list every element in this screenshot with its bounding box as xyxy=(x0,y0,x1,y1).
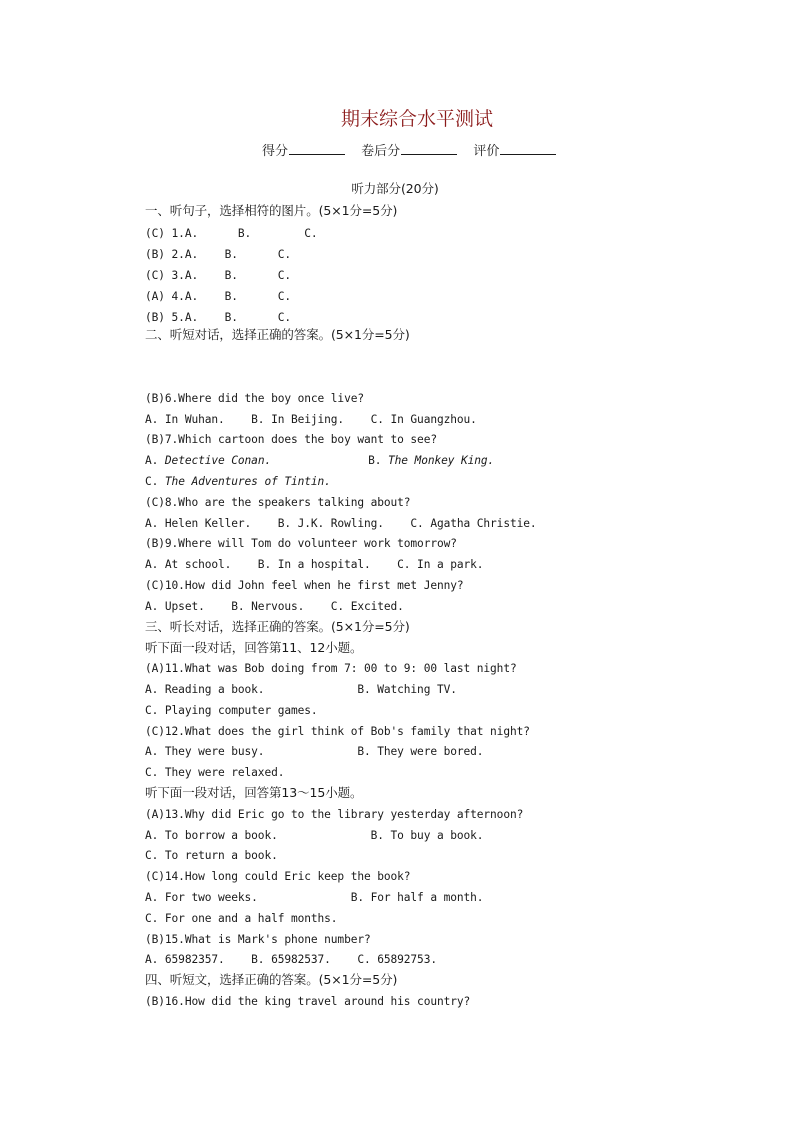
review-score-field xyxy=(361,140,457,159)
question-12: (C)12.What does the girl think of Bob's family that night? xyxy=(145,725,530,738)
eval-label: 评价 xyxy=(473,144,500,159)
question-7-options-ab xyxy=(145,453,494,469)
question-8: (C)8.Who are the speakers talking about? xyxy=(145,496,411,509)
q7-c-prefix: C. xyxy=(145,475,165,488)
question-11-option-c: C. Playing computer games. xyxy=(145,704,318,717)
question-14-options-ab: A. For two weeks. B. For half a month. xyxy=(145,891,484,904)
question-15-options: A. 65982357. B. 65982537. C. 65892753. xyxy=(145,953,437,966)
review-blank xyxy=(401,142,457,155)
part2-heading: 二、听短对话，选择正确的答案。(5×1分=5分) xyxy=(145,327,410,342)
part1-item-3: (C) 3.A. B. C. xyxy=(145,269,291,282)
part1-item-5: (B) 5.A. B. C. xyxy=(145,311,291,324)
question-12-options-ab: A. They were busy. B. They were bored. xyxy=(145,745,484,758)
part1-heading: 一、听句子，选择相符的图片。(5×1分=5分) xyxy=(145,203,398,218)
part4-heading: 四、听短文，选择正确的答案。(5×1分=5分) xyxy=(145,972,398,987)
score-field xyxy=(262,140,345,159)
question-7: (B)7.Which cartoon does the boy want to see? xyxy=(145,433,437,446)
question-15: (B)15.What is Mark's phone number? xyxy=(145,933,371,946)
q7-a-text: Detective Conan. xyxy=(164,454,272,467)
question-8-options: A. Helen Keller. B. J.K. Rowling. C. Agatha Christie. xyxy=(145,517,537,530)
part3-intro-1: 听下面一段对话，回答第11、12小题。 xyxy=(145,640,363,655)
q7-a-prefix: A. xyxy=(145,454,165,467)
score-blank xyxy=(289,142,345,155)
evaluation-field xyxy=(473,140,556,159)
part3-heading: 三、听长对话，选择正确的答案。(5×1分=5分) xyxy=(145,619,410,634)
question-6: (B)6.Where did the boy once live? xyxy=(145,392,364,405)
question-14-option-c: C. For one and a half months. xyxy=(145,912,338,925)
part1-item-4: (A) 4.A. B. C. xyxy=(145,290,291,303)
question-6-options: A. In Wuhan. B. In Beijing. C. In Guangzhou. xyxy=(145,413,477,426)
page-title: 期末综合水平测试 xyxy=(340,108,493,130)
score-line xyxy=(262,140,582,159)
question-13-options-ab: A. To borrow a book. B. To buy a book. xyxy=(145,829,484,842)
question-13: (A)13.Why did Eric go to the library yesterday afternoon? xyxy=(145,808,524,821)
score-label: 得分 xyxy=(262,144,289,159)
eval-blank xyxy=(500,142,556,155)
q7-b-prefix: B. xyxy=(368,454,389,467)
question-16: (B)16.How did the king travel around his country? xyxy=(145,995,471,1008)
part1-item-1: (C) 1.A. B. C. xyxy=(145,227,318,240)
question-7-option-c xyxy=(145,474,331,490)
question-13-option-c: C. To return a book. xyxy=(145,849,278,862)
q7-b-text: The Monkey King. xyxy=(388,454,495,467)
question-11: (A)11.What was Bob doing from 7: 00 to 9: 00 last night? xyxy=(145,662,517,675)
question-11-options-ab: A. Reading a book. B. Watching TV. xyxy=(145,683,457,696)
question-12-option-c: C. They were relaxed. xyxy=(145,766,285,779)
review-label: 卷后分 xyxy=(361,144,401,159)
question-14: (C)14.How long could Eric keep the book? xyxy=(145,870,411,883)
part3-intro-2: 听下面一段对话，回答第13～15小题。 xyxy=(145,785,363,800)
question-10-options: A. Upset. B. Nervous. C. Excited. xyxy=(145,600,404,613)
question-10: (C)10.How did John feel when he first met Jenny? xyxy=(145,579,464,592)
question-9: (B)9.Where will Tom do volunteer work tomorrow? xyxy=(145,537,457,550)
part1-item-2: (B) 2.A. B. C. xyxy=(145,248,291,261)
listening-heading: 听力部分(20分) xyxy=(351,181,439,196)
question-9-options: A. At school. B. In a hospital. C. In a park. xyxy=(145,558,484,571)
q7-c-text: The Adventures of Tintin. xyxy=(164,475,331,488)
